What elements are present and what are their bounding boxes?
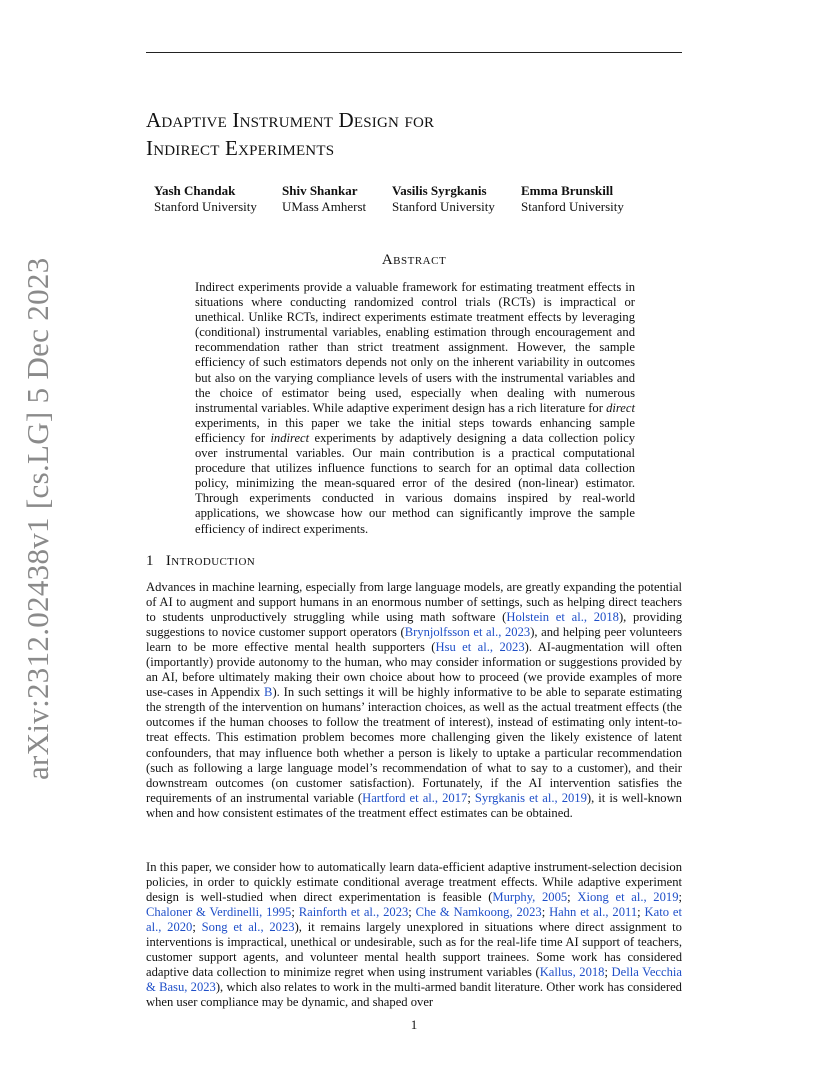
abstract-part: Indirect experiments provide a valuable framework for estimating treatment effects in situations where conducting randomized control trials (RCTs) is impractical or unethical. Unlike RCTs, indirect experiments estimate treatment effects by leveraging (conditional) instrumental variables, enabling estimation through encouragement and recommendation rather than strict treatment assignment. However, the sample efficiency of such estimators depends not only on the inherent variability in outcomes but also on the varying compliance levels of users with the instrumental variables and the choice of estimator being used, especially when dealing with numerous instrumental variables. While adaptive experiment design has a rich literature for [195,280,635,415]
abstract-emphasis: direct [606,400,635,415]
citation-link[interactable]: Murphy, 2005 [492,890,568,905]
author-block [146,183,706,223]
citation-link[interactable]: Kato et al., 2020 [146,905,682,935]
citation-link[interactable]: Hartford et al., 2017 [362,790,468,805]
citation-link[interactable]: Hsu et al., 2023 [435,640,525,655]
abstract-heading: Abstract [381,252,447,268]
text: ), and helping peer volunteers learn to be more effective mental health supporters ( [146,625,682,655]
abstract-part: experiments, in this paper we take the initial steps towards enhancing sample efficiency for [195,415,635,445]
abstract-text [195,280,635,537]
citation-link[interactable]: Holstein et al., 2018 [506,610,619,625]
author-affiliation: Stanford University [154,199,257,214]
text: ). AI-augmentation will often (importantly) provide autonomy to the human, who may consider information or suggestions provided by an AI, before ultimately making their own choice about how to proceed (we provide examples of more use-cases in Appendix [146,640,682,700]
citation-link[interactable]: Chaloner & Verdinelli, 1995 [146,905,292,920]
text: ; [467,790,475,805]
text: ; [291,905,299,920]
author [521,183,624,215]
text: ; [192,920,202,935]
author [282,183,366,215]
section-number: 1 [146,553,154,569]
text: ; [678,890,682,905]
text: ; [637,905,645,920]
citation-link[interactable]: Song et al., 2023 [201,920,295,935]
text: Advances in machine learning, especially from large language models, are greatly expanding the potential of AI to augment and support humans in an enormous number of settings, such as helping direct teachers to students unproductively struggling while using math software ( [146,580,682,625]
citation-link[interactable]: Della Vecchia & Basu, 2023 [146,965,682,995]
intro-paragraph-2 [146,860,682,1010]
citation-link[interactable]: Che & Namkoong, 2023 [415,905,542,920]
intro-paragraph-1 [146,580,682,821]
paper-title [146,106,706,162]
title-line-1: Adaptive Instrument Design for [146,108,435,132]
author [392,183,495,215]
text: ), providing suggestions to novice customer support operators ( [146,610,682,640]
text: ). In such settings it will be highly informative to be able to separate estimating the strength of the intervention on humans’ interaction choices, as well as the actual treatment effects (the outcomes if the human chooses to follow the treatment of interest), instead of estimating only intent-to-treat effects. This estimation problem becomes more challenging given the likely existence of latent confounders, that may influence both whether a person is likely to uptake a particular recommendation (such as following a large language model’s recommendation of what to say to a customer), and their downstream outcomes (on customer satisfaction). Fortunately, if the AI intervention satisfies the requirements of an instrumental variable ( [146,685,682,805]
author-name: Vasilis Syrgkanis [392,183,487,198]
text: ; [604,965,612,980]
top-rule [146,52,682,53]
text: ), it remains largely unexplored in situations where direct assignment to interventions is impractical, unethical or undesirable, such as for the real-life time AI support of teachers, customer support agents, and volunteer mental health support trainees. Some work has considered adaptive data collection to minimize regret when using instrument variables ( [146,920,682,980]
citation-link[interactable]: Rainforth et al., 2023 [298,905,409,920]
author-name: Yash Chandak [154,183,236,198]
page-number: 1 [410,1017,418,1032]
abstract-emphasis: indirect [270,430,310,445]
text: ), it is well-known when and how consistent estimates of the treatment effect estimates can be obtained. [146,790,682,820]
author-affiliation: Stanford University [521,199,624,214]
author [154,183,257,215]
text: ; [567,890,578,905]
text: ; [541,905,550,920]
text: ), which also relates to work in the multi-armed bandit literature. Other work has considered when user compliance may be dynamic, and shaped over [146,980,682,1010]
appendix-link[interactable]: B [264,685,273,700]
text: In this paper, we consider how to automatically learn data-efficient adaptive instrument-selection decision policies, in order to quickly estimate conditional average treatment effects. While adaptive experiment design is well-studied when direct experimentation is feasible ( [146,860,682,905]
author-affiliation: Stanford University [392,199,495,214]
author-name: Emma Brunskill [521,183,614,198]
citation-link[interactable]: Syrgkanis et al., 2019 [474,790,587,805]
citation-link[interactable]: Xiong et al., 2019 [577,890,679,905]
text: ; [408,905,416,920]
arxiv-side-stamp: arXiv:2312.02438v1 [cs.LG] 5 Dec 2023 [20,257,55,780]
citation-link[interactable]: Kallus, 2018 [539,965,605,980]
section-title: Introduction [165,553,256,569]
citation-link[interactable]: Hahn et al., 2011 [549,905,638,920]
section-heading [146,553,255,570]
abstract-part: experiments by adaptively designing a data collection policy over instrumental variables. Our main contribution is a practical computational procedure that utilizes influence functions to search for an optimal data collection policy, minimizing the mean-squared error of the desired (non-linear) estimator. Through experiments conducted in various domains inspired by real-world applications, we showcase how our method can significantly improve the sample efficiency of indirect experiments. [195,430,635,536]
title-line-2: Indirect Experiments [146,136,335,160]
author-affiliation: UMass Amherst [282,199,367,214]
citation-link[interactable]: Brynjolfsson et al., 2023 [404,625,531,640]
author-name: Shiv Shankar [282,183,358,198]
